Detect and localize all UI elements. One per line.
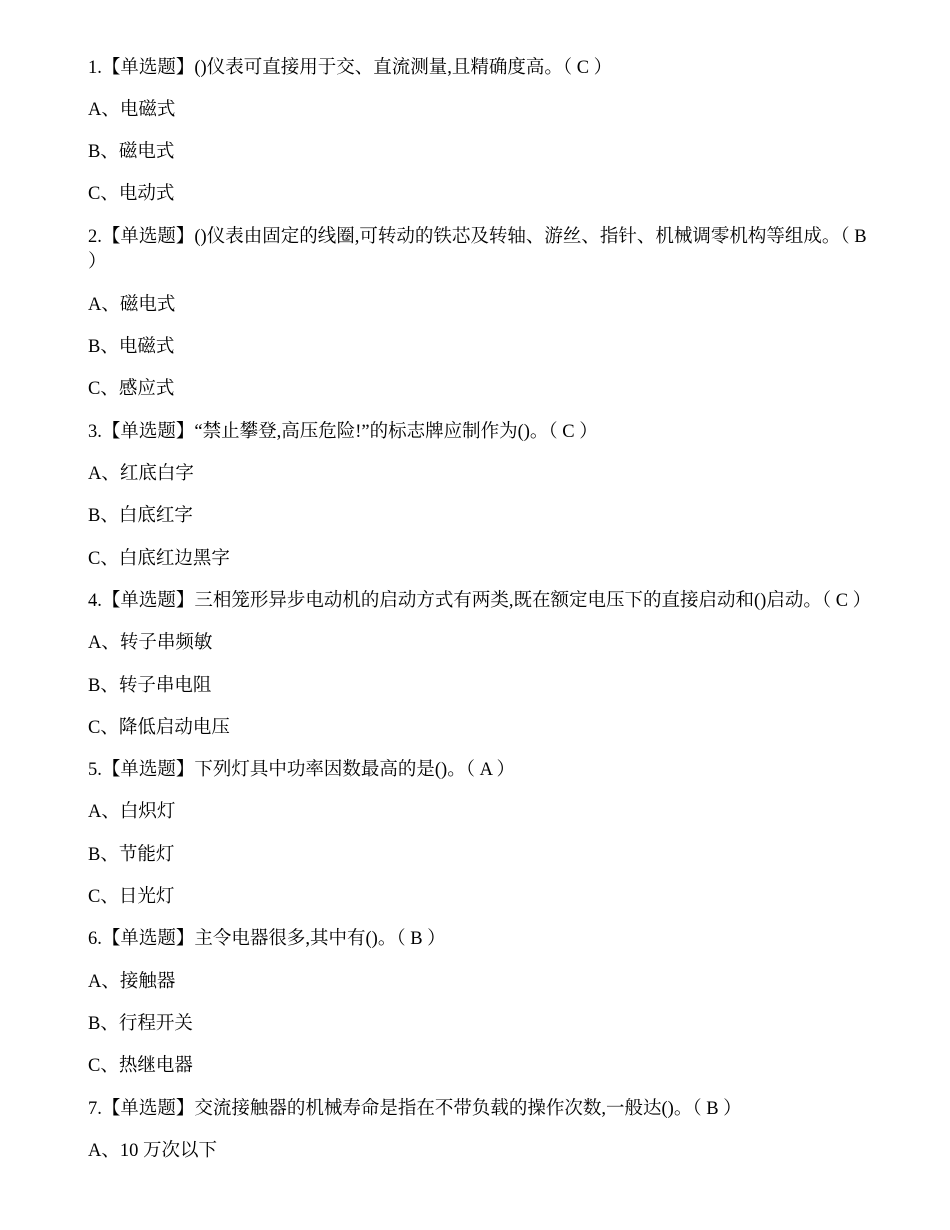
question-5-option-a: A、白炽灯 xyxy=(88,802,176,822)
question-7-stem: 7.【单选题】交流接触器的机械寿命是指在不带负载的操作次数,一般达()。（ B ） xyxy=(88,1099,742,1119)
question-2-option-c: C、感应式 xyxy=(88,379,175,399)
question-4-option-b: B、转子串电阻 xyxy=(88,676,212,696)
question-5-option-c: C、日光灯 xyxy=(88,887,175,907)
question-6-option-a: A、接触器 xyxy=(88,972,176,992)
question-1-option-a: A、电磁式 xyxy=(88,100,176,120)
question-6-stem: 6.【单选题】主令电器很多,其中有()。（ B ） xyxy=(88,929,446,949)
question-4-stem: 4.【单选题】三相笼形异步电动机的启动方式有两类,既在额定电压下的直接启动和()启动。（ C ） xyxy=(88,591,872,611)
question-6-option-b: B、行程开关 xyxy=(88,1014,193,1034)
question-7-option-a: A、10 万次以下 xyxy=(88,1141,217,1161)
question-2-stem: 2.【单选题】()仪表由固定的线圈,可转动的铁芯及转轴、游丝、指针、机械调零机构等组成。（ B xyxy=(88,227,867,247)
question-3-stem: 3.【单选题】“禁止攀登,高压危险!”的标志牌应制作为()。（ C ） xyxy=(88,422,598,442)
question-6-option-c: C、热继电器 xyxy=(88,1056,193,1076)
question-1-stem: 1.【单选题】()仪表可直接用于交、直流测量,且精确度高。（ C ） xyxy=(88,58,613,78)
question-5-stem: 5.【单选题】下列灯具中功率因数最高的是()。（ A ） xyxy=(88,760,516,780)
question-2-stem-continuation: ） xyxy=(88,252,107,272)
question-4-option-a: A、转子串频敏 xyxy=(88,633,213,653)
question-3-option-b: B、白底红字 xyxy=(88,506,193,526)
question-5-option-b: B、节能灯 xyxy=(88,845,175,865)
question-3-option-a: A、红底白字 xyxy=(88,464,194,484)
question-2-option-b: B、电磁式 xyxy=(88,337,175,357)
question-1-option-c: C、电动式 xyxy=(88,184,175,204)
question-4-option-c: C、降低启动电压 xyxy=(88,718,230,738)
question-3-option-c: C、白底红边黑字 xyxy=(88,549,230,569)
question-2-option-a: A、磁电式 xyxy=(88,295,176,315)
question-1-option-b: B、磁电式 xyxy=(88,142,175,162)
